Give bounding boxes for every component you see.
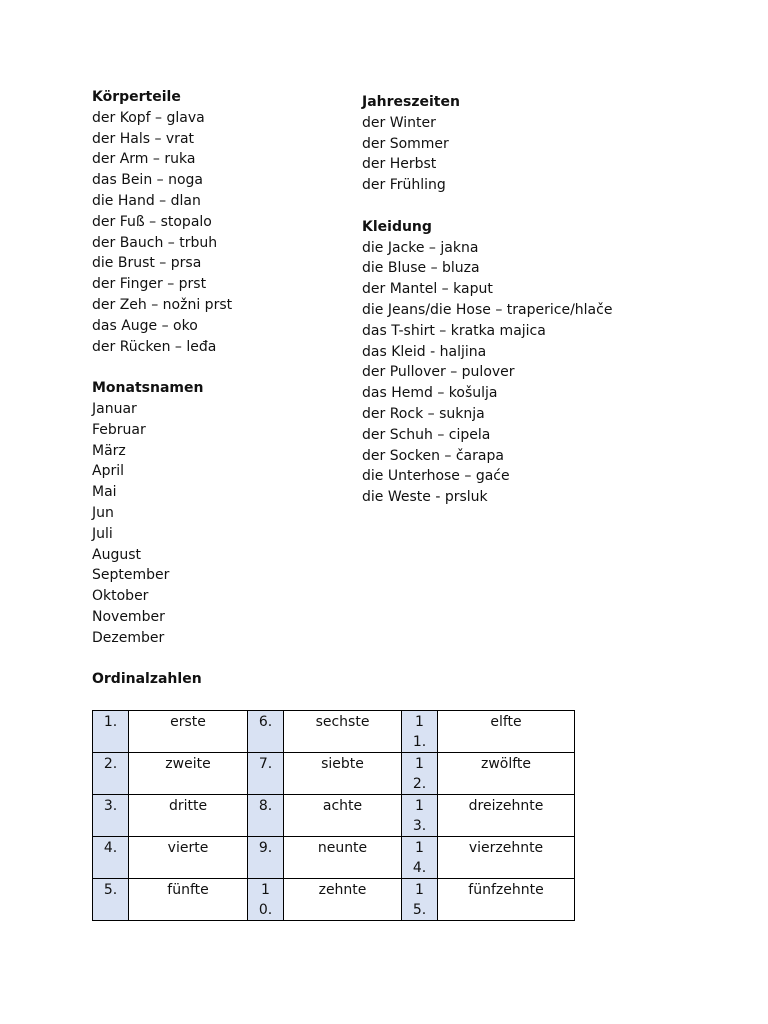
- month-item: Dezember: [92, 629, 165, 646]
- clothing-item: der Mantel – kaput: [362, 281, 493, 298]
- season-item: der Frühling: [362, 177, 446, 194]
- ordinal-number-cell: 2.: [93, 753, 129, 795]
- table-row: [93, 837, 575, 879]
- month-item: Juli: [92, 525, 113, 542]
- body-part-item: der Finger – prst: [92, 276, 207, 293]
- ordinal-number-cell: 6.: [248, 711, 284, 753]
- clothing-item: der Schuh – cipela: [362, 426, 491, 443]
- season-item: der Sommer: [362, 135, 449, 152]
- right-column: [362, 92, 762, 508]
- ordinal-word-cell: dreizehnte: [438, 795, 575, 837]
- body-part-item: der Bauch – trbuh: [92, 234, 218, 251]
- ordinal-number-cell: 4.: [93, 837, 129, 879]
- ordinal-number-cell: 3.: [93, 795, 129, 837]
- seasons-heading: Jahreszeiten: [362, 94, 460, 110]
- ordinal-word-cell: erste: [129, 711, 248, 753]
- season-item: der Winter: [362, 114, 436, 131]
- month-item: Februar: [92, 421, 146, 438]
- clothing-item: das T-shirt – kratka majica: [362, 322, 546, 339]
- ordinal-word-cell: achte: [284, 795, 402, 837]
- clothing-heading: Kleidung: [362, 218, 432, 235]
- clothing-item: der Pullover – pulover: [362, 364, 515, 381]
- clothing-item: die Unterhose – gaće: [362, 468, 510, 485]
- section-gap: [92, 357, 352, 378]
- ordinal-number-cell: 11.: [402, 711, 438, 753]
- body-part-item: die Hand – dlan: [92, 192, 201, 209]
- ordinal-number-cell: 7.: [248, 753, 284, 795]
- clothing-item: die Jacke – jakna: [362, 239, 479, 256]
- month-item: Januar: [92, 400, 137, 417]
- body-part-item: das Bein – noga: [92, 172, 203, 189]
- ordinal-word-cell: zwölfte: [438, 753, 575, 795]
- ordinal-number-cell: 12.: [402, 753, 438, 795]
- month-item: April: [92, 463, 124, 480]
- body-part-item: der Arm – ruka: [92, 151, 196, 168]
- body-part-item: die Brust – prsa: [92, 255, 202, 272]
- ordinal-number-cell: 8.: [248, 795, 284, 837]
- table-row: [93, 711, 575, 753]
- ordinal-number-cell: 15.: [402, 879, 438, 921]
- clothing-item: die Bluse – bluza: [362, 260, 480, 277]
- body-part-item: der Kopf – glava: [92, 109, 205, 126]
- body-parts-heading: Körperteile: [92, 89, 181, 105]
- ordinal-number-cell: 14.: [402, 837, 438, 879]
- month-item: September: [92, 567, 170, 584]
- months-heading: Monatsnamen: [92, 380, 204, 397]
- ordinal-word-cell: vierzehnte: [438, 837, 575, 879]
- ordinals-table: [92, 710, 575, 921]
- ordinal-word-cell: dritte: [129, 795, 248, 837]
- ordinal-number-cell: 10.: [248, 879, 284, 921]
- clothing-item: die Weste - prsluk: [362, 489, 488, 506]
- table-row: [93, 879, 575, 921]
- ordinal-word-cell: neunte: [284, 837, 402, 879]
- body-part-item: das Auge – oko: [92, 317, 198, 334]
- month-item: November: [92, 608, 165, 625]
- ordinal-word-cell: vierte: [129, 837, 248, 879]
- ordinal-number-cell: 5.: [93, 879, 129, 921]
- section-gap: [362, 196, 762, 217]
- body-part-item: der Fuß – stopalo: [92, 213, 212, 230]
- left-column: [92, 87, 352, 649]
- month-item: Mai: [92, 484, 117, 501]
- ordinals-heading: Ordinalzahlen: [92, 671, 202, 687]
- month-item: August: [92, 546, 141, 563]
- ordinal-word-cell: zehnte: [284, 879, 402, 921]
- ordinal-word-cell: elfte: [438, 711, 575, 753]
- month-item: Oktober: [92, 588, 149, 605]
- month-item: März: [92, 442, 126, 459]
- ordinal-word-cell: zweite: [129, 753, 248, 795]
- ordinal-word-cell: sechste: [284, 711, 402, 753]
- table-row: [93, 753, 575, 795]
- table-row: [93, 795, 575, 837]
- season-item: der Herbst: [362, 156, 437, 173]
- ordinal-number-cell: 9.: [248, 837, 284, 879]
- ordinal-word-cell: fünfzehnte: [438, 879, 575, 921]
- body-part-item: der Hals – vrat: [92, 130, 195, 147]
- clothing-item: das Hemd – košulja: [362, 385, 498, 402]
- body-part-item: der Rücken – leđa: [92, 338, 217, 355]
- ordinal-word-cell: fünfte: [129, 879, 248, 921]
- ordinal-number-cell: 13.: [402, 795, 438, 837]
- clothing-item: der Rock – suknja: [362, 405, 485, 422]
- clothing-item: die Jeans/die Hose – traperice/hlače: [362, 301, 613, 318]
- clothing-item: das Kleid - haljina: [362, 343, 487, 360]
- ordinal-number-cell: 1.: [93, 711, 129, 753]
- month-item: Jun: [92, 504, 114, 521]
- clothing-item: der Socken – čarapa: [362, 447, 504, 464]
- ordinal-word-cell: siebte: [284, 753, 402, 795]
- body-part-item: der Zeh – nožni prst: [92, 296, 233, 313]
